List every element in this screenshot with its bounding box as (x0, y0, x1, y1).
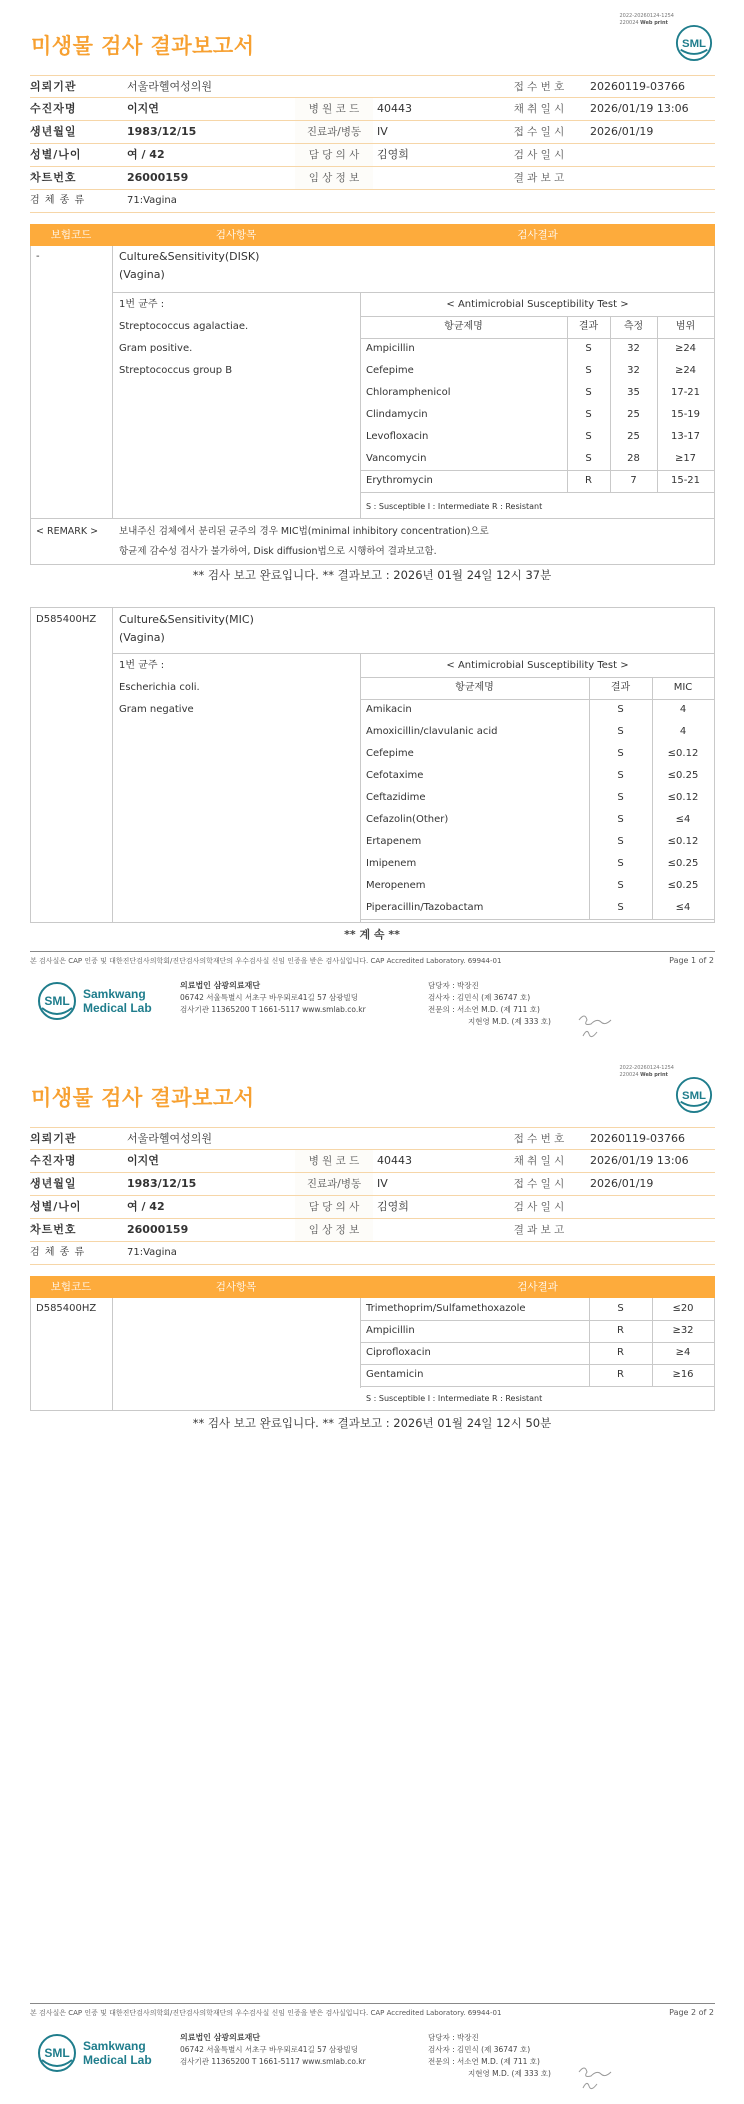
org-address: 06742 서울특별시 서초구 바우뫼로41길 57 삼광빌딩 (180, 993, 359, 1002)
clinical-info-label: 임 상 정 보 (295, 167, 373, 189)
insurance-code: D585400HZ (36, 1303, 97, 1314)
organism-name: Streptococcus agalactiae. (119, 321, 249, 332)
physician-label: 담 당 의 사 (295, 1196, 373, 1218)
accession-value: 20260119-03766 (590, 1132, 685, 1145)
print-code-line1: 2022-20260124-1254 (619, 1065, 674, 1071)
results-header-bar (30, 1276, 715, 1298)
test-result-header: 검사결과 (517, 229, 558, 241)
measurement-value: ≥17 (674, 453, 697, 464)
patient-name-value: 이지연 (127, 1154, 159, 1167)
collection-time-value: 2026/01/19 13:06 (590, 1154, 689, 1167)
measurement-value: ≤0.12 (667, 836, 699, 847)
info-row-institution (30, 75, 715, 98)
susceptibility-result: R (617, 1347, 624, 1358)
staff-manager: 담당자 : 박장진 (428, 2033, 479, 2042)
birthdate-label: 생년월일 (30, 125, 77, 138)
measurement-value: ≥16 (672, 1369, 694, 1380)
institution-label: 의뢰기관 (30, 1132, 77, 1145)
received-date-value: 2026/01/19 (590, 125, 654, 138)
patient-info-grid (30, 1127, 715, 1265)
measurement-value: ≤0.25 (667, 770, 699, 781)
print-code (619, 1065, 674, 1079)
staff-info (428, 980, 551, 1028)
mic-continued-section (30, 1298, 715, 1412)
insurance-code-header: 보험코드 (50, 229, 92, 241)
staff-specialist-2: 지현영 M.D. (제 333 호) (468, 2069, 551, 2078)
page-number: Page 2 of 2 (669, 2008, 714, 2017)
staff-specialist-1: 전문의 : 서소연 M.D. (제 711 호) (428, 1005, 540, 1014)
organism-label: 1번 균주 : (119, 299, 165, 310)
antibiotic-name: Ceftazidime (366, 792, 426, 803)
measurement-value: 15-21 (670, 475, 701, 486)
antibiotic-name: Gentamicin (366, 1369, 424, 1380)
antibiotic-name: Meropenem (366, 880, 426, 891)
specimen-type-value: 71:Vagina (127, 1247, 177, 1258)
susceptibility-result: S (617, 792, 624, 803)
staff-specialist-2: 지현영 M.D. (제 333 호) (468, 1017, 551, 1026)
chart-number-label: 차트번호 (30, 171, 77, 184)
antibiotic-name: Vancomycin (366, 453, 427, 464)
antibiotic-name: Ampicillin (366, 1325, 415, 1336)
antibiotic-name: Cefepime (366, 365, 414, 376)
ast-column-header: 결과 (578, 321, 599, 332)
susceptibility-result: S (617, 858, 624, 869)
antibiotic-name: Ertapenem (366, 836, 422, 847)
measurement-value: ≤0.12 (667, 792, 699, 803)
department-value: IV (377, 125, 388, 138)
info-row-patient (30, 98, 715, 121)
remark-line-1: 보내주신 검체에서 분리된 균주의 경우 MIC법(minimal inhibitory concentration)으로 (119, 526, 489, 537)
staff-specialist-1: 전문의 : 서소연 M.D. (제 711 호) (428, 2057, 540, 2066)
measurement-value: 28 (627, 453, 640, 464)
print-code (619, 13, 674, 27)
disk-sensitivity-section (30, 246, 715, 566)
received-date-label: 접 수 일 시 (513, 1178, 565, 1190)
antibiotic-name: Piperacillin/Tazobactam (366, 902, 484, 913)
antibiotic-name: Clindamycin (366, 409, 428, 420)
institution-value: 서울라헬여성의원 (127, 1132, 213, 1145)
sml-logo-text: SML (681, 37, 707, 50)
measurement-value: ≥4 (675, 1347, 691, 1358)
susceptibility-result: S (617, 880, 624, 891)
antibiotic-name: Cefepime (366, 748, 414, 759)
signature-icon (575, 2062, 615, 2094)
clinical-info-label: 임 상 정 보 (295, 1219, 373, 1241)
susceptibility-result: R (617, 1369, 624, 1380)
info-row-birth (30, 1173, 715, 1196)
org-contact: 검사기관 11365200 T 1661-5117 www.smlab.co.kr (180, 1005, 366, 1014)
chart-number-value: 26000159 (127, 171, 189, 184)
antibiotic-name: Amikacin (366, 704, 412, 715)
measurement-value: ≤0.12 (667, 748, 699, 759)
antibiotic-name: Amoxicillin/clavulanic acid (366, 726, 498, 737)
ast-column-header: 항균제명 (455, 682, 494, 693)
measurement-value: 4 (679, 726, 687, 737)
org-name: 의료법인 삼광의료재단 (180, 981, 261, 990)
test-date-label: 검 사 일 시 (513, 149, 565, 161)
organization-info (180, 980, 366, 1016)
received-date-value: 2026/01/19 (590, 1177, 654, 1190)
report-title: 미생물 검사 결과보고서 (31, 34, 255, 58)
susceptibility-result: S (585, 343, 592, 354)
brand-line-2: Medical Lab (83, 1001, 152, 1015)
organism-name: Escherichia coli. (119, 682, 200, 693)
susceptibility-result: S (617, 836, 624, 847)
insurance-code-header: 보험코드 (50, 1281, 92, 1293)
antibiotic-name: Ciprofloxacin (366, 1347, 431, 1358)
susceptibility-result: S (617, 748, 624, 759)
specimen-type-label: 검 체 종 류 (30, 1247, 86, 1258)
susceptibility-result: S (617, 902, 624, 913)
org-address: 06742 서울특별시 서초구 바우뫼로41길 57 삼광빌딩 (180, 2045, 359, 2054)
staff-tester: 검사자 : 김민식 (제 36747 호) (428, 2045, 531, 2054)
measurement-value: 25 (627, 409, 640, 420)
print-code-line1: 2022-20260124-1254 (619, 13, 674, 19)
antibiotic-name: Cefotaxime (366, 770, 424, 781)
report-page-2 (0, 1052, 744, 2104)
susceptibility-result: S (617, 1303, 624, 1314)
organism-label: 1번 균주 : (119, 660, 165, 671)
organization-info (180, 2032, 366, 2068)
birthdate-value: 1983/12/15 (127, 125, 197, 138)
remark-label: < REMARK > (36, 526, 99, 537)
ast-column-header: 측정 (623, 321, 644, 332)
department-label: 진료과/병동 (295, 121, 373, 143)
ast-column-header: MIC (673, 682, 693, 693)
physician-label: 담 당 의 사 (295, 144, 373, 166)
mic-sensitivity-section (30, 607, 715, 923)
antibiotic-name: Trimethoprim/Sulfamethoxazole (366, 1303, 526, 1314)
test-name: Culture&Sensitivity(DISK) (119, 250, 260, 263)
ast-column-header: 결과 (610, 682, 631, 693)
ast-column-header: 범위 (675, 321, 696, 332)
hospital-code-label: 병 원 코 드 (295, 1150, 373, 1172)
measurement-value: ≥24 (674, 343, 697, 354)
remark-line-2: 항균제 감수성 검사가 불가하여, Disk diffusion법으로 시행하여 결과보고함. (119, 546, 437, 557)
measurement-value: 32 (627, 365, 640, 376)
measurement-value: 17-21 (670, 387, 701, 398)
result-report-label: 결 과 보 고 (513, 1224, 565, 1236)
specimen-name: (Vagina) (119, 631, 165, 644)
susceptibility-result: S (617, 814, 624, 825)
measurement-value: ≤0.25 (667, 858, 699, 869)
staff-info (428, 2032, 551, 2080)
page-number: Page 1 of 2 (669, 956, 714, 965)
result-report-label: 결 과 보 고 (513, 172, 565, 184)
test-item-header: 검사항목 (215, 1281, 257, 1293)
chart-number-label: 차트번호 (30, 1223, 77, 1236)
accreditation-note: 본 검사실은 CAP 인증 및 대한진단검사의학회/진단검사의학재단의 우수검사실 신임 인증을 받은 검사실입니다. CAP Accredited Laboratory. 69944-01 (30, 957, 502, 965)
institution-value: 서울라헬여성의원 (127, 80, 213, 93)
antibiotic-name: Chloramphenicol (366, 387, 451, 398)
sml-logo-text: SML (44, 994, 70, 1008)
susceptibility-result: S (585, 409, 592, 420)
department-value: IV (377, 1177, 388, 1190)
results-header-bar (30, 224, 715, 246)
measurement-value: 35 (627, 387, 640, 398)
measurement-value: ≤20 (672, 1303, 694, 1314)
sex-age-label: 성별/나이 (30, 1200, 82, 1213)
department-label: 진료과/병동 (295, 1173, 373, 1195)
collection-time-label: 채 취 일 시 (513, 1155, 565, 1167)
sml-logo-text: SML (44, 2046, 70, 2060)
susceptibility-result: S (585, 387, 592, 398)
signature-icon (575, 1010, 615, 1042)
antibiotic-name: Cefazolin(Other) (366, 814, 449, 825)
measurement-value: ≥32 (672, 1325, 694, 1336)
gram-stain: Gram negative (119, 704, 194, 715)
patient-name-label: 수진자명 (30, 102, 77, 115)
antibiotic-name: Ampicillin (366, 343, 415, 354)
susceptibility-result: S (617, 704, 624, 715)
info-row-sex-age (30, 144, 715, 167)
organism-group: Streptococcus group B (119, 365, 233, 376)
institution-label: 의뢰기관 (30, 80, 77, 93)
org-contact: 검사기관 11365200 T 1661-5117 www.smlab.co.kr (180, 2057, 366, 2066)
continued-marker: ** 계 속 ** (344, 928, 400, 941)
info-row-chart (30, 1219, 715, 1242)
antibiotic-name: Levofloxacin (366, 431, 429, 442)
susceptibility-result: R (585, 475, 592, 486)
report-complete-line-2: ** 검사 보고 완료입니다. ** 결과보고 : 2026년 01월 24일 12시 50분 (192, 1416, 552, 1430)
brand-line-2: Medical Lab (83, 2053, 152, 2067)
measurement-value: ≤0.25 (667, 880, 699, 891)
physician-value: 김영희 (377, 148, 409, 161)
accreditation-note: 본 검사실은 CAP 인증 및 대한진단검사의학회/진단검사의학재단의 우수검사실 신임 인증을 받은 검사실입니다. CAP Accredited Laboratory. 69944-01 (30, 2009, 502, 2017)
report-title: 미생물 검사 결과보고서 (31, 1086, 255, 1110)
susceptibility-result: S (585, 453, 592, 464)
info-row-chart (30, 167, 715, 190)
measurement-value: ≤4 (675, 814, 691, 825)
test-name: Culture&Sensitivity(MIC) (119, 613, 254, 626)
susceptibility-result: R (617, 1325, 624, 1336)
specimen-type-value: 71:Vagina (127, 195, 177, 206)
info-row-specimen (30, 190, 715, 213)
info-row-institution (30, 1127, 715, 1150)
test-item-header: 검사항목 (215, 229, 257, 241)
susceptibility-result: S (617, 726, 624, 737)
susceptibility-legend: S : Susceptible I : Intermediate R : Resistant (366, 502, 543, 511)
susceptibility-result: S (585, 365, 592, 376)
samkwang-logo-icon (37, 2032, 157, 2074)
insurance-code: - (36, 251, 40, 262)
hospital-code-label: 병 원 코 드 (295, 98, 373, 120)
patient-info-grid (30, 75, 715, 213)
org-name: 의료법인 삼광의료재단 (180, 2033, 261, 2042)
accession-value: 20260119-03766 (590, 80, 685, 93)
birthdate-value: 1983/12/15 (127, 1177, 197, 1190)
received-date-label: 접 수 일 시 (513, 126, 565, 138)
patient-name-value: 이지연 (127, 102, 159, 115)
hospital-code-value: 40443 (377, 1154, 412, 1167)
measurement-value: ≤4 (675, 902, 691, 913)
accession-label: 접 수 번 호 (513, 81, 565, 93)
collection-time-value: 2026/01/19 13:06 (590, 102, 689, 115)
sex-age-value: 여 / 42 (127, 148, 165, 161)
measurement-value: 4 (679, 704, 687, 715)
measurement-value: 15-19 (670, 409, 701, 420)
info-row-sex-age (30, 1196, 715, 1219)
susceptibility-result: S (585, 431, 592, 442)
samkwang-logo-icon (37, 980, 157, 1022)
test-date-label: 검 사 일 시 (513, 1201, 565, 1213)
specimen-name: (Vagina) (119, 268, 165, 281)
info-row-birth (30, 121, 715, 144)
print-code-line2: 220024 (619, 1072, 639, 1078)
print-code-line2: 220024 (619, 20, 639, 26)
sml-logo-icon (675, 1076, 713, 1114)
measurement-value: ≥24 (674, 365, 697, 376)
brand-line-1: Samkwang (83, 2039, 146, 2053)
sex-age-label: 성별/나이 (30, 148, 82, 161)
measurement-value: 7 (630, 475, 637, 486)
antibiotic-name: Imipenem (366, 858, 417, 869)
susceptibility-legend: S : Susceptible I : Intermediate R : Resistant (366, 1394, 543, 1403)
birthdate-label: 생년월일 (30, 1177, 77, 1190)
physician-value: 김영희 (377, 1200, 409, 1213)
sex-age-value: 여 / 42 (127, 1200, 165, 1213)
susceptibility-result: S (617, 770, 624, 781)
collection-time-label: 채 취 일 시 (513, 103, 565, 115)
gram-stain: Gram positive. (119, 343, 193, 354)
ast-title: < Antimicrobial Susceptibility Test > (446, 299, 629, 310)
specimen-type-label: 검 체 종 류 (30, 195, 86, 206)
ast-title: < Antimicrobial Susceptibility Test > (446, 660, 629, 671)
staff-tester: 검사자 : 김민식 (제 36747 호) (428, 993, 531, 1002)
ast-column-header: 항균제명 (444, 321, 483, 332)
insurance-code: D585400HZ (36, 614, 97, 625)
accession-label: 접 수 번 호 (513, 1133, 565, 1145)
web-print-label: Web print (640, 1072, 668, 1078)
staff-manager: 담당자 : 박장진 (428, 981, 479, 990)
chart-number-value: 26000159 (127, 1223, 189, 1236)
measurement-value: 32 (627, 343, 640, 354)
report-complete-line-1: ** 검사 보고 완료입니다. ** 결과보고 : 2026년 01월 24일 12시 37분 (192, 568, 552, 582)
measurement-value: 13-17 (670, 431, 701, 442)
antibiotic-name: Erythromycin (366, 475, 433, 486)
info-row-patient (30, 1150, 715, 1173)
brand-line-1: Samkwang (83, 987, 146, 1001)
measurement-value: 25 (627, 431, 640, 442)
web-print-label: Web print (640, 20, 668, 26)
info-row-specimen (30, 1242, 715, 1265)
patient-name-label: 수진자명 (30, 1154, 77, 1167)
hospital-code-value: 40443 (377, 102, 412, 115)
sml-logo-icon (675, 24, 713, 62)
test-result-header: 검사결과 (517, 1281, 558, 1293)
sml-logo-text: SML (681, 1089, 707, 1102)
